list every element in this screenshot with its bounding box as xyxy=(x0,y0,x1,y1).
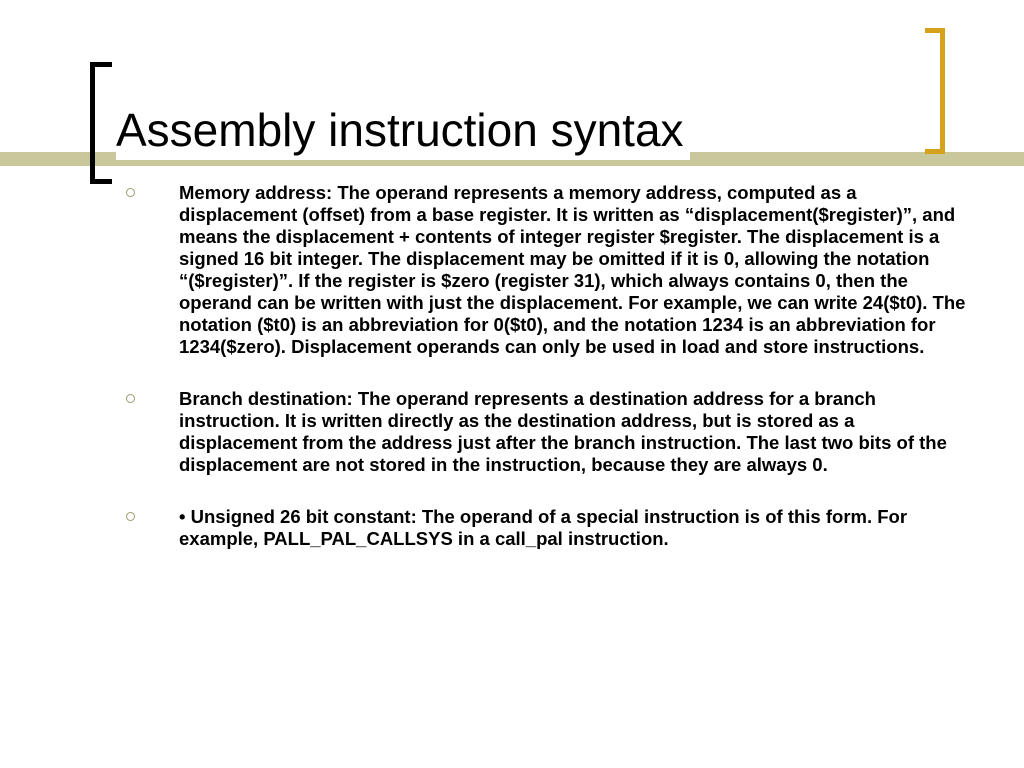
circle-bullet-icon xyxy=(126,188,135,197)
bullet-unsigned-constant xyxy=(126,506,966,550)
right-bracket-decoration xyxy=(925,28,945,154)
bullet-memory-address xyxy=(126,182,966,358)
circle-bullet-icon xyxy=(126,394,135,403)
bullet-list xyxy=(126,182,966,580)
left-bracket-decoration xyxy=(90,62,112,184)
bullet-branch-destination xyxy=(126,388,966,476)
bullet-text: Branch destination: The operand represents a destination address for a branch instruction. It is written directly as the destination address, but is stored as a displacement from the address just after the branch instruction. The last two bits of the displacement are not stored in the instruction, because they are always 0. xyxy=(179,388,947,475)
bullet-text: • Unsigned 26 bit constant: The operand of a special instruction is of this form. For example, PALL_PAL_CALLSYS in a call_pal instruction. xyxy=(179,506,908,549)
slide-title: Assembly instruction syntax xyxy=(116,100,690,160)
circle-bullet-icon xyxy=(126,512,135,521)
bullet-text: Memory address: The operand represents a memory address, computed as a displacement (offset) from a base register. It is written as “displacement($register)”, and means the displacement + contents of integer register $register. The displacement is a signed 16 bit integer. The displacement may be omitted if it is 0, allowing the notation “($register)”. If the register is $zero (register 31), which always contains 0, then the operand can be written with just the displacement. For example, we can write 24($t0). The notation ($t0) is an abbreviation for 0($t0), and the notation 1234 is an abbreviation for 1234($zero). Displacement operands can only be used in load and store instructions. xyxy=(179,182,966,357)
